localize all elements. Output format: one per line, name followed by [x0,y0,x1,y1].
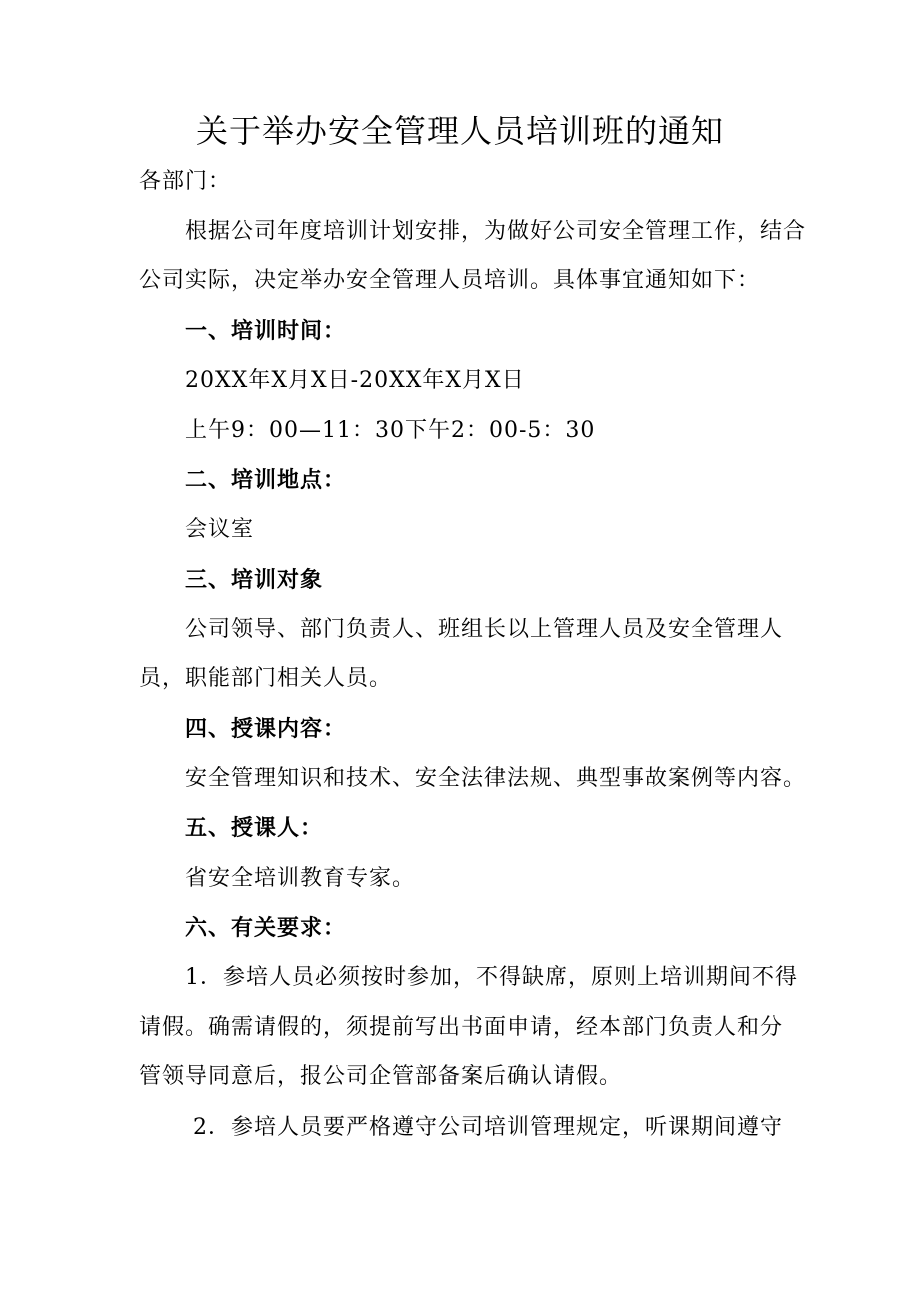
document-title: 关于举办安全管理人员培训班的通知 [195,112,724,150]
training-date-range: 20XX年X月X日-20XX年X月X日 [185,368,525,393]
audience-line-1: 公司领导、部门负责人、班组长以上管理人员及安全管理人 [185,617,784,642]
course-content: 安全管理知识和技术、安全法律法规、典型事故案例等内容。 [185,766,807,791]
training-hours: 上午9：00—11：30下午2：00-5：30 [185,418,596,443]
salutation: 各部门： [139,169,232,194]
section-heading-content: 四、授课内容： [185,717,347,742]
section-heading-audience: 三、培训对象 [185,568,324,593]
section-heading-lecturer: 五、授课人： [185,816,324,841]
requirement-1-line-1: 1．参培人员必须按时参加，不得缺席，原则上培训期间不得 [185,965,798,990]
intro-line-1: 根据公司年度培训计划安排，为做好公司安全管理工作，结合 [185,219,807,244]
section-heading-location: 二、培训地点： [185,468,347,493]
lecturer: 省安全培训教育专家。 [185,866,416,891]
requirement-1-line-3: 管领导同意后，报公司企管部备案后确认请假。 [139,1064,623,1089]
requirement-1-line-2: 请假。确需请假的，须提前写出书面申请，经本部门负责人和分 [139,1015,784,1040]
intro-line-2: 公司实际，决定举办安全管理人员培训。具体事宜通知如下： [139,268,761,293]
section-heading-time: 一、培训时间： [185,319,347,344]
audience-line-2: 员，职能部门相关人员。 [139,666,393,691]
requirement-2-line-1: 2．参培人员要严格遵守公司培训管理规定，听课期间遵守 [193,1115,783,1140]
section-heading-requirements: 六、有关要求： [185,916,347,941]
training-location: 会议室 [185,517,255,542]
